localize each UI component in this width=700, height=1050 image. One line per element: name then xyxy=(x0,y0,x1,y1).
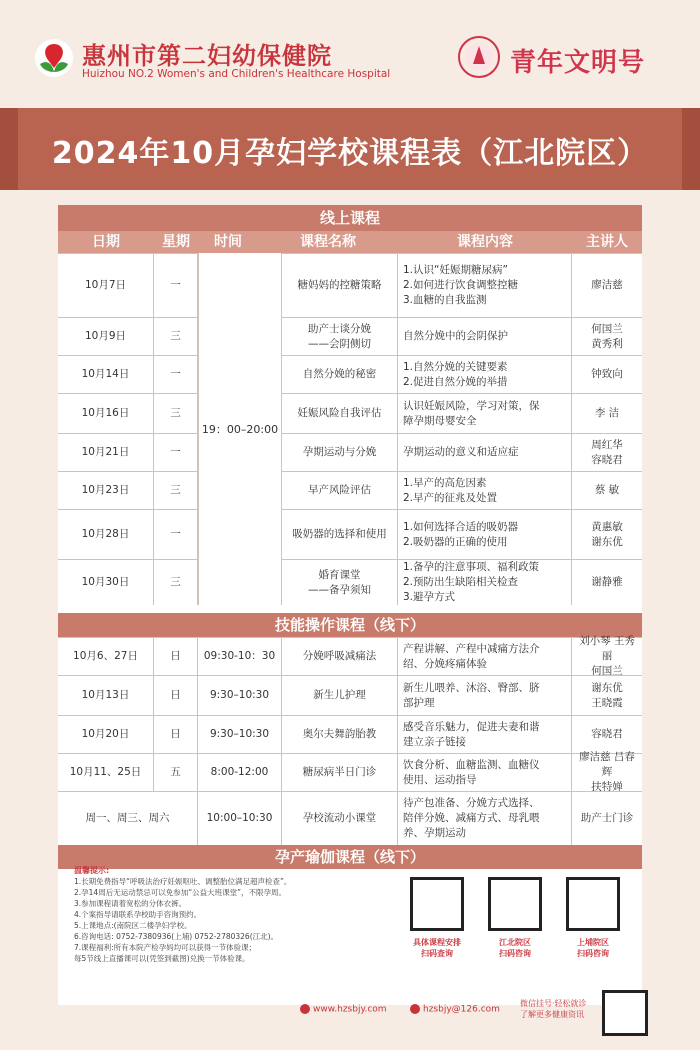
speaker-cell xyxy=(572,635,642,677)
date-cell: 10月13日 xyxy=(58,676,154,715)
qr-caption-schedule xyxy=(399,937,475,959)
text-line: 1.认识“妊娠期糖尿病” xyxy=(403,264,508,276)
content-cell xyxy=(398,792,572,845)
column-header-content: 课程内容 xyxy=(457,234,513,250)
text-line: 助产士谈分娩 xyxy=(308,322,371,335)
text-line: 黄秀利 xyxy=(591,337,623,350)
course-cell xyxy=(282,792,398,845)
notes-panel xyxy=(74,865,404,964)
text-line: 助产士门诊 xyxy=(580,812,634,824)
text-line: 廖洁慈 xyxy=(591,279,623,291)
text-line: 饮食分析、血糖监测、血糖仪 xyxy=(403,758,540,771)
weekday-cell: 三 xyxy=(154,472,198,509)
footer-tip-line: 了解更多健康资讯 xyxy=(520,1010,584,1019)
text-line: 自然分娩的秘密 xyxy=(302,368,377,380)
skills-section-header: 技能操作课程（线下） xyxy=(58,613,642,637)
text-line: 2.预防出生缺陷相关检查 xyxy=(403,576,519,588)
hospital-logo-icon xyxy=(34,38,74,78)
speaker-cell xyxy=(572,318,642,355)
text-line: 陪伴分娩、减痛方式、母乳喂 xyxy=(403,812,540,824)
weekday-cell: 日 xyxy=(154,716,198,753)
weekday-cell: 三 xyxy=(154,560,198,605)
date-cell: 周一、周三、周六 xyxy=(58,792,198,845)
date-cell: 10月30日 xyxy=(58,560,154,605)
notes-title: 温馨提示: xyxy=(74,866,110,875)
footer-website-text: www.hzsbjy.com xyxy=(313,1004,387,1015)
notes-item: 3.参加课程请着宽松的分体衣裤。 xyxy=(74,899,187,908)
footer-email[interactable] xyxy=(410,1004,500,1015)
speaker-cell xyxy=(572,560,642,605)
notes-item: 5.上课地点:(南院区二楼孕妇学校。 xyxy=(74,921,192,930)
table-row xyxy=(58,791,642,845)
weekday-cell: 三 xyxy=(154,394,198,433)
date-cell: 10月6、27日 xyxy=(58,638,154,675)
content-cell xyxy=(398,560,572,605)
weekday-cell: 日 xyxy=(154,676,198,715)
course-cell xyxy=(282,676,398,715)
qr-code-schedule-icon[interactable] xyxy=(410,877,464,931)
text-line: 2.早产的征兆及处置 xyxy=(403,491,498,504)
table-row xyxy=(58,715,642,753)
youth-civilization-logo-icon xyxy=(458,34,500,80)
column-header-speaker: 主讲人 xyxy=(586,234,628,250)
text-line: ——会阴侧切 xyxy=(308,337,371,350)
footer xyxy=(0,998,700,1050)
footer-email-text: hzsbjy@126.com xyxy=(423,1004,500,1015)
text-line: 何国兰 xyxy=(591,322,623,335)
table-row xyxy=(58,559,642,605)
table-row xyxy=(58,471,642,509)
text-line: 奥尔夫舞韵胎教 xyxy=(302,728,377,740)
yoga-section-header: 孕产瑜伽课程（线下） xyxy=(58,845,642,869)
date-cell: 10月7日 xyxy=(58,254,154,317)
text-line: 1.早产的高危因素 xyxy=(403,476,487,489)
time-cell: 10:00–10:30 xyxy=(198,792,282,845)
text-line: 容晓君 xyxy=(591,453,623,466)
speaker-cell xyxy=(572,434,642,471)
online-section-header: 线上课程 xyxy=(58,205,642,231)
qr-caption-line: 上埔院区 xyxy=(577,938,609,947)
text-line: 3.血糖的自我监测 xyxy=(403,294,487,306)
table-row xyxy=(58,393,642,433)
title-band xyxy=(0,108,700,190)
text-line: 刘小琴 王秀丽 xyxy=(579,635,635,662)
text-line: 谢东优 xyxy=(591,535,623,548)
date-cell: 10月21日 xyxy=(58,434,154,471)
column-header-row xyxy=(58,231,642,253)
column-header-course: 课程名称 xyxy=(300,234,356,250)
text-line: 2.如何进行饮食调整控糖 xyxy=(403,279,519,291)
content-cell xyxy=(398,638,572,675)
time-cell: 9:30–10:30 xyxy=(198,676,282,715)
text-line: 感受音乐魅力，促进夫妻和谐 xyxy=(403,720,540,733)
speaker-cell xyxy=(572,394,642,433)
column-header-weekday: 星期 xyxy=(162,234,190,250)
speaker-cell xyxy=(572,510,642,559)
qr-code-jiangbei-icon[interactable] xyxy=(488,877,542,931)
text-line: 1.自然分娩的关键要素 xyxy=(403,360,508,373)
text-line: 谢静雅 xyxy=(591,576,623,588)
text-line: 糖妈妈的控糖策略 xyxy=(297,279,382,291)
speaker-cell xyxy=(572,792,642,845)
content-cell xyxy=(398,356,572,393)
date-cell: 10月23日 xyxy=(58,472,154,509)
qr-caption-line: 江北院区 xyxy=(499,938,531,947)
notes-item: 2.孕14周后无运动禁忌可以免参加“公益大班课堂”，不限孕周。 xyxy=(74,888,286,897)
text-line: 黄惠敏 xyxy=(591,520,623,533)
content-cell xyxy=(398,254,572,317)
qr-caption-shangpu xyxy=(555,937,631,959)
content-cell xyxy=(398,510,572,559)
text-line: 婚育课堂 xyxy=(318,568,361,581)
notes-item: 6.咨询电话: 0752-7380936(上埔) 0752-2780326(江北)。 xyxy=(74,932,279,941)
course-cell xyxy=(282,560,398,605)
qr-code-shangpu-icon[interactable] xyxy=(566,877,620,931)
text-line: 容晓君 xyxy=(591,728,623,740)
course-cell xyxy=(282,716,398,753)
text-line: 新生儿护理 xyxy=(313,689,366,701)
table-row xyxy=(58,433,642,471)
table-row xyxy=(58,753,642,791)
table-row xyxy=(58,675,642,715)
text-line: 自然分娩中的会阴保护 xyxy=(403,330,508,342)
time-cell: 9:30–10:30 xyxy=(198,716,282,753)
qr-caption-jiangbei xyxy=(477,937,553,959)
text-line: 新生儿喂养、沐浴、臀部、脐 xyxy=(403,681,540,694)
column-header-time: 时间 xyxy=(214,234,242,250)
notes-item: 每5节线上直播课可以(凭签到截图)兑换一节体验课。 xyxy=(74,954,250,963)
content-cell xyxy=(398,754,572,791)
text-line: 认识妊娠风险，学习对策，保 xyxy=(403,399,540,412)
weekday-cell: 三 xyxy=(154,318,198,355)
course-cell xyxy=(282,434,398,471)
text-line: 妊娠风险自我评估 xyxy=(297,407,382,419)
text-line: 蔡 敏 xyxy=(594,484,620,496)
date-cell: 10月9日 xyxy=(58,318,154,355)
content-cell xyxy=(398,434,572,471)
text-line: 1.如何选择合适的吸奶器 xyxy=(403,520,519,533)
speaker-cell xyxy=(572,716,642,753)
text-line: 分娩呼吸减痛法 xyxy=(302,650,377,662)
text-line: 障孕期母婴安全 xyxy=(403,414,477,427)
schedule-card xyxy=(58,205,642,1005)
hospital-name-en: Huizhou NO.2 Women's and Children's Healthcare Hospital xyxy=(82,68,391,80)
text-line: 何国兰 xyxy=(591,665,623,677)
text-line: 李 洁 xyxy=(594,407,620,419)
course-cell xyxy=(282,394,398,433)
text-line: 3.避孕方式 xyxy=(403,591,456,603)
table-row xyxy=(58,355,642,393)
content-cell xyxy=(398,318,572,355)
header xyxy=(0,0,700,100)
content-cell xyxy=(398,472,572,509)
text-line: 早产风险评估 xyxy=(308,484,371,496)
notes-item: 4.个案指导请联系孕校助手咨询预约。 xyxy=(74,910,202,919)
text-line: 孕校流动小课堂 xyxy=(302,812,377,824)
text-line: 扶特婵 xyxy=(591,781,623,793)
table-row xyxy=(58,253,642,317)
course-cell xyxy=(282,318,398,355)
qr-caption-line: 扫码咨询 xyxy=(577,949,609,958)
text-line: 2.吸奶器的正确的使用 xyxy=(403,535,508,548)
text-line: 吸奶器的选择和使用 xyxy=(292,528,387,540)
date-cell: 10月28日 xyxy=(58,510,154,559)
footer-qr-code-icon[interactable] xyxy=(602,990,648,1036)
footer-tip-line: 微信挂号·轻松就诊 xyxy=(520,999,587,1008)
text-line: 使用、运动指导 xyxy=(403,773,477,786)
text-line: 绍、分娩疼痛体验 xyxy=(403,657,487,670)
time-cell: 8:00-12:00 xyxy=(198,754,282,791)
content-cell xyxy=(398,716,572,753)
text-line: 部护理 xyxy=(403,696,435,709)
mail-icon xyxy=(410,1004,420,1014)
time-cell: 09:30-10：30 xyxy=(198,638,282,675)
speaker-cell xyxy=(572,254,642,317)
text-line: ——备孕须知 xyxy=(308,583,371,596)
text-line: 谢东优 xyxy=(591,681,623,694)
date-cell: 10月14日 xyxy=(58,356,154,393)
footer-website[interactable] xyxy=(300,1004,387,1015)
date-cell: 10月11、25日 xyxy=(58,754,154,791)
course-cell xyxy=(282,472,398,509)
date-cell: 10月16日 xyxy=(58,394,154,433)
text-line: 2.促进自然分娩的举措 xyxy=(403,375,508,388)
speaker-cell xyxy=(572,751,642,793)
weekday-cell: 一 xyxy=(154,434,198,471)
table-row xyxy=(58,317,642,355)
content-cell xyxy=(398,676,572,715)
text-line: 王晓霞 xyxy=(591,696,623,709)
notes-item: 1.长期免费指导“呼吸法治疗妊娠呕吐、调整胎位满足超声检查”。 xyxy=(74,877,292,886)
time-cell-merged: 19：00–20:00 xyxy=(198,253,282,605)
partner-slogan: 青年文明号 xyxy=(510,48,646,78)
speaker-cell xyxy=(572,472,642,509)
table-row xyxy=(58,509,642,559)
qr-caption-line: 扫码查询 xyxy=(421,949,453,958)
text-line: 钟致向 xyxy=(591,368,623,380)
text-line: 待产包准备、分娩方式选择、 xyxy=(403,797,540,809)
text-line: 周红华 xyxy=(591,438,623,451)
course-cell xyxy=(282,754,398,791)
weekday-cell: 一 xyxy=(154,254,198,317)
text-line: 廖洁慈 吕春辉 xyxy=(579,751,635,778)
weekday-cell: 一 xyxy=(154,510,198,559)
footer-tip xyxy=(520,998,587,1020)
text-line: 孕期运动的意义和适应症 xyxy=(403,446,519,458)
notes-item: 7.课程福利:所有本院产检孕妈均可以获得一节体验课； xyxy=(74,943,257,952)
course-cell xyxy=(282,638,398,675)
speaker-cell xyxy=(572,356,642,393)
speaker-cell xyxy=(572,676,642,715)
page-title: 2024年10月孕妇学校课程表（江北院区） xyxy=(51,136,649,171)
text-line: 建立亲子链接 xyxy=(403,735,466,748)
text-line: 孕期运动与分娩 xyxy=(302,446,377,458)
hospital-name-cn: 惠州市第二妇幼保健院 xyxy=(82,41,332,70)
weekday-cell: 日 xyxy=(154,638,198,675)
text-line: 1.备孕的注意事项、福利政策 xyxy=(403,561,540,573)
qr-caption-line: 具体课程安排 xyxy=(413,938,461,947)
text-line: 产程讲解、产程中减痛方法介 xyxy=(403,642,540,655)
course-cell xyxy=(282,510,398,559)
weekday-cell: 五 xyxy=(154,754,198,791)
text-line: 糖尿病半日门诊 xyxy=(302,766,377,778)
text-line: 养、孕期运动 xyxy=(403,827,466,839)
qr-caption-line: 扫码咨询 xyxy=(499,949,531,958)
column-header-date: 日期 xyxy=(92,234,120,250)
course-cell xyxy=(282,356,398,393)
date-cell: 10月20日 xyxy=(58,716,154,753)
table-row xyxy=(58,637,642,675)
course-cell xyxy=(282,254,398,317)
content-cell xyxy=(398,394,572,433)
web-icon xyxy=(300,1004,310,1014)
weekday-cell: 一 xyxy=(154,356,198,393)
